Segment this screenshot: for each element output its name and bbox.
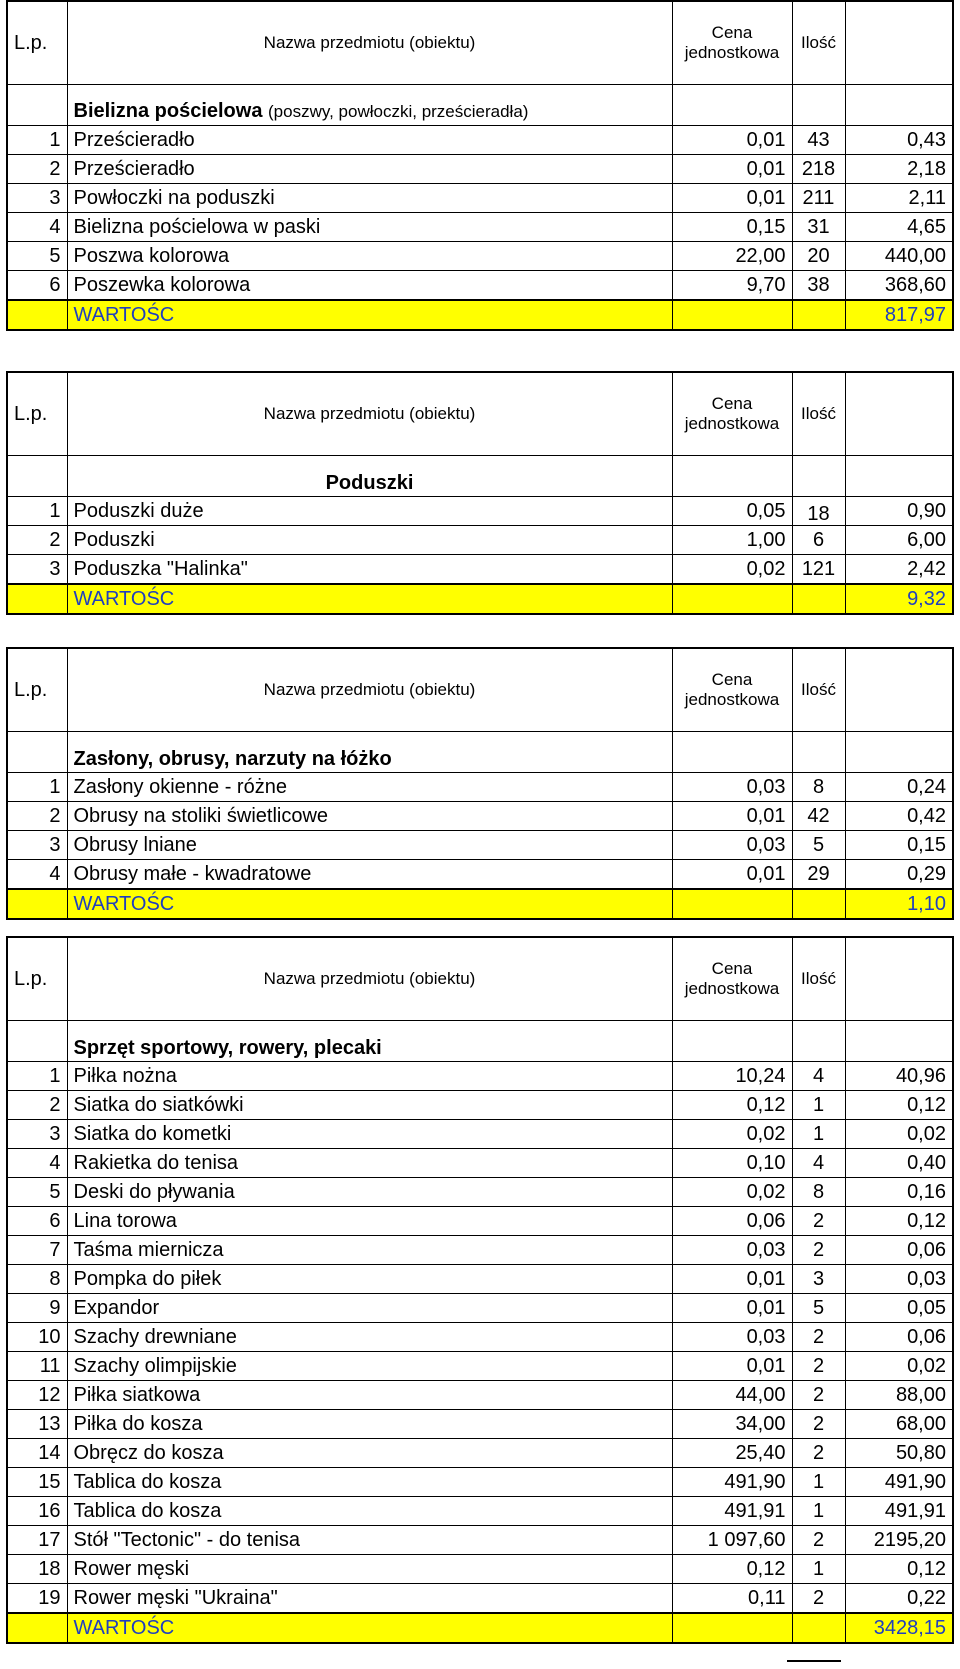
item-lp: 5	[7, 1178, 67, 1207]
inventory-section	[6, 936, 952, 1644]
item-price: 0,11	[672, 1584, 792, 1614]
header-price-line1: Cena	[711, 22, 753, 42]
inventory-section	[6, 0, 952, 331]
item-name: Poszwa kolorowa	[67, 242, 672, 271]
item-qty: 4	[792, 1149, 845, 1178]
item-value: 40,96	[845, 1062, 953, 1091]
item-name: Expandor	[67, 1294, 672, 1323]
section-title	[67, 732, 672, 773]
item-price: 1 097,60	[672, 1526, 792, 1555]
table-row	[7, 242, 953, 271]
item-lp: 14	[7, 1439, 67, 1468]
item-price: 0,02	[672, 555, 792, 585]
item-value: 491,91	[845, 1497, 953, 1526]
item-name: Obrusy lniane	[67, 831, 672, 860]
table-row	[7, 155, 953, 184]
title-value-cell	[845, 1021, 953, 1062]
item-qty: 2	[792, 1381, 845, 1410]
table-row	[7, 1352, 953, 1381]
item-qty: 1	[792, 1555, 845, 1584]
inventory-table	[6, 371, 954, 615]
total-label: WARTOŚC	[67, 300, 672, 330]
item-value: 0,42	[845, 802, 953, 831]
item-value: 0,02	[845, 1120, 953, 1149]
item-name: Rower męski	[67, 1555, 672, 1584]
item-lp: 1	[7, 773, 67, 802]
item-value: 0,40	[845, 1149, 953, 1178]
header-row	[7, 1, 953, 85]
item-qty: 2	[792, 1410, 845, 1439]
item-qty: 2	[792, 1439, 845, 1468]
item-price: 0,15	[672, 213, 792, 242]
header-price	[672, 1, 792, 85]
total-value: 3428,15	[845, 1613, 953, 1643]
table-row	[7, 1149, 953, 1178]
item-qty: 2	[792, 1526, 845, 1555]
item-name: Rower męski "Ukraina"	[67, 1584, 672, 1614]
item-price: 0,10	[672, 1149, 792, 1178]
section-title	[67, 85, 672, 126]
header-price-line1: Cena	[711, 669, 753, 689]
item-qty: 6	[792, 526, 845, 555]
total-row	[7, 889, 953, 919]
total-qty-cell	[792, 584, 845, 614]
item-qty: 5	[792, 1294, 845, 1323]
item-name: Poduszka "Halinka"	[67, 555, 672, 585]
table-row	[7, 773, 953, 802]
item-lp: 10	[7, 1323, 67, 1352]
item-name: Piłka nożna	[67, 1062, 672, 1091]
item-name: Tablica do kosza	[67, 1497, 672, 1526]
item-price: 491,91	[672, 1497, 792, 1526]
item-value: 0,12	[845, 1207, 953, 1236]
item-value: 0,15	[845, 831, 953, 860]
item-value: 0,12	[845, 1091, 953, 1120]
table-row	[7, 1207, 953, 1236]
item-value: 68,00	[845, 1410, 953, 1439]
title-price-cell	[672, 1021, 792, 1062]
item-qty: 2	[792, 1236, 845, 1265]
total-price-cell	[672, 1613, 792, 1643]
item-value: 88,00	[845, 1381, 953, 1410]
header-price-line1: Cena	[711, 393, 753, 413]
item-qty: 2	[792, 1323, 845, 1352]
item-price: 0,02	[672, 1178, 792, 1207]
item-lp: 15	[7, 1468, 67, 1497]
item-name: Bielizna pościelowa w paski	[67, 213, 672, 242]
item-value: 0,03	[845, 1265, 953, 1294]
total-label: WARTOŚC	[67, 889, 672, 919]
item-lp: 3	[7, 831, 67, 860]
item-qty: 5	[792, 831, 845, 860]
item-value: 0,12	[845, 1555, 953, 1584]
item-value: 0,90	[845, 497, 953, 526]
header-name: Nazwa przedmiotu (obiektu)	[67, 648, 672, 732]
item-qty: 1	[792, 1091, 845, 1120]
item-value: 2,42	[845, 555, 953, 585]
title-value-cell	[845, 456, 953, 497]
total-price-cell	[672, 300, 792, 330]
item-price: 22,00	[672, 242, 792, 271]
item-value: 0,06	[845, 1323, 953, 1352]
table-row	[7, 1410, 953, 1439]
total-price-cell	[672, 889, 792, 919]
item-lp: 2	[7, 155, 67, 184]
header-name: Nazwa przedmiotu (obiektu)	[67, 937, 672, 1021]
item-name: Poszewka kolorowa	[67, 271, 672, 301]
table-row	[7, 1468, 953, 1497]
table-row	[7, 1381, 953, 1410]
total-lp-cell	[7, 300, 67, 330]
table-row	[7, 126, 953, 155]
item-name: Siatka do siatkówki	[67, 1091, 672, 1120]
item-name: Piłka siatkowa	[67, 1381, 672, 1410]
item-lp: 6	[7, 1207, 67, 1236]
title-lp-cell	[7, 456, 67, 497]
item-name: Rakietka do tenisa	[67, 1149, 672, 1178]
header-price-line2: jednostkowa	[684, 690, 780, 709]
item-value: 0,43	[845, 126, 953, 155]
item-value: 440,00	[845, 242, 953, 271]
item-value: 491,90	[845, 1468, 953, 1497]
item-name: Zasłony okienne - różne	[67, 773, 672, 802]
item-price: 44,00	[672, 1381, 792, 1410]
item-value: 4,65	[845, 213, 953, 242]
item-name: Powłoczki na poduszki	[67, 184, 672, 213]
item-lp: 11	[7, 1352, 67, 1381]
item-name: Poduszki duże	[67, 497, 672, 526]
item-lp: 6	[7, 271, 67, 301]
total-lp-cell	[7, 1613, 67, 1643]
header-price	[672, 372, 792, 456]
header-row	[7, 372, 953, 456]
title-qty-cell	[792, 85, 845, 126]
total-row	[7, 1613, 953, 1643]
footer-rule	[787, 1660, 841, 1662]
item-price: 491,90	[672, 1468, 792, 1497]
item-price: 0,12	[672, 1091, 792, 1120]
header-qty: Ilość	[792, 372, 845, 456]
header-row	[7, 937, 953, 1021]
item-value: 2,18	[845, 155, 953, 184]
header-value	[845, 648, 953, 732]
item-price: 0,01	[672, 1294, 792, 1323]
item-qty: 8	[792, 773, 845, 802]
title-qty-cell	[792, 456, 845, 497]
header-row	[7, 648, 953, 732]
section-title-text: Zasłony, obrusy, narzuty na łóżko	[73, 748, 392, 770]
table-row	[7, 1526, 953, 1555]
title-lp-cell	[7, 732, 67, 773]
item-lp: 16	[7, 1497, 67, 1526]
item-qty: 4	[792, 1062, 845, 1091]
item-value: 6,00	[845, 526, 953, 555]
title-value-cell	[845, 732, 953, 773]
item-value: 0,29	[845, 860, 953, 890]
header-qty: Ilość	[792, 1, 845, 85]
item-price: 0,03	[672, 773, 792, 802]
item-price: 0,03	[672, 831, 792, 860]
section-title-text: Bielizna pościelowa	[73, 100, 263, 122]
item-lp: 3	[7, 1120, 67, 1149]
item-lp: 1	[7, 1062, 67, 1091]
title-price-cell	[672, 85, 792, 126]
total-qty-cell	[792, 300, 845, 330]
table-row	[7, 497, 953, 526]
item-name: Prześcieradło	[67, 126, 672, 155]
item-qty: 18	[792, 497, 845, 526]
table-row	[7, 213, 953, 242]
item-lp: 17	[7, 1526, 67, 1555]
title-price-cell	[672, 456, 792, 497]
item-value: 0,22	[845, 1584, 953, 1614]
item-price: 0,01	[672, 1352, 792, 1381]
header-price-line1: Cena	[711, 958, 753, 978]
item-name: Obrusy małe - kwadratowe	[67, 860, 672, 890]
item-value: 368,60	[845, 271, 953, 301]
item-price: 0,06	[672, 1207, 792, 1236]
total-label: WARTOŚC	[67, 1613, 672, 1643]
item-lp: 2	[7, 1091, 67, 1120]
item-name: Deski do pływania	[67, 1178, 672, 1207]
item-lp: 4	[7, 860, 67, 890]
item-qty: 121	[792, 555, 845, 585]
item-price: 0,01	[672, 155, 792, 184]
header-lp: L.p.	[7, 372, 67, 456]
total-value: 817,97	[845, 300, 953, 330]
table-row	[7, 526, 953, 555]
item-value: 50,80	[845, 1439, 953, 1468]
table-row	[7, 1584, 953, 1614]
item-lp: 4	[7, 1149, 67, 1178]
item-price: 25,40	[672, 1439, 792, 1468]
item-name: Poduszki	[67, 526, 672, 555]
table-row	[7, 271, 953, 301]
item-lp: 3	[7, 555, 67, 585]
item-value: 0,06	[845, 1236, 953, 1265]
table-row	[7, 1062, 953, 1091]
table-row	[7, 1555, 953, 1584]
section-subtitle: (poszwy, powłoczki, prześcieradła)	[268, 102, 529, 121]
item-qty: 31	[792, 213, 845, 242]
item-price: 1,00	[672, 526, 792, 555]
item-price: 0,05	[672, 497, 792, 526]
total-row	[7, 300, 953, 330]
section-title	[67, 1021, 672, 1062]
table-row	[7, 1236, 953, 1265]
item-qty: 218	[792, 155, 845, 184]
section-title-text: Poduszki	[325, 472, 414, 494]
section-title-row	[7, 1021, 953, 1062]
item-lp: 2	[7, 802, 67, 831]
title-lp-cell	[7, 85, 67, 126]
item-price: 0,01	[672, 1265, 792, 1294]
total-lp-cell	[7, 584, 67, 614]
item-lp: 3	[7, 184, 67, 213]
table-row	[7, 1091, 953, 1120]
item-qty: 1	[792, 1468, 845, 1497]
item-qty: 42	[792, 802, 845, 831]
title-qty-cell	[792, 732, 845, 773]
header-value	[845, 372, 953, 456]
table-row	[7, 1178, 953, 1207]
item-price: 0,03	[672, 1236, 792, 1265]
item-name: Stół "Tectonic" - do tenisa	[67, 1526, 672, 1555]
item-price: 9,70	[672, 271, 792, 301]
item-lp: 4	[7, 213, 67, 242]
section-title-row	[7, 456, 953, 497]
header-price-line2: jednostkowa	[684, 414, 780, 433]
table-row	[7, 831, 953, 860]
item-name: Prześcieradło	[67, 155, 672, 184]
item-qty: 43	[792, 126, 845, 155]
item-name: Szachy olimpijskie	[67, 1352, 672, 1381]
section-title-row	[7, 85, 953, 126]
item-qty: 211	[792, 184, 845, 213]
item-name: Piłka do kosza	[67, 1410, 672, 1439]
table-row	[7, 1120, 953, 1149]
item-value: 0,05	[845, 1294, 953, 1323]
item-qty: 20	[792, 242, 845, 271]
total-value: 1,10	[845, 889, 953, 919]
title-lp-cell	[7, 1021, 67, 1062]
title-price-cell	[672, 732, 792, 773]
item-lp: 5	[7, 242, 67, 271]
total-lp-cell	[7, 889, 67, 919]
item-price: 0,12	[672, 1555, 792, 1584]
total-value: 9,32	[845, 584, 953, 614]
table-row	[7, 555, 953, 585]
item-price: 10,24	[672, 1062, 792, 1091]
item-lp: 13	[7, 1410, 67, 1439]
item-lp: 9	[7, 1294, 67, 1323]
item-name: Obrusy na stoliki świetlicowe	[67, 802, 672, 831]
item-qty: 2	[792, 1207, 845, 1236]
item-value: 2,11	[845, 184, 953, 213]
item-name: Pompka do piłek	[67, 1265, 672, 1294]
item-price: 0,02	[672, 1120, 792, 1149]
header-value	[845, 1, 953, 85]
item-price: 0,01	[672, 184, 792, 213]
header-qty: Ilość	[792, 937, 845, 1021]
item-name: Tablica do kosza	[67, 1468, 672, 1497]
item-qty: 29	[792, 860, 845, 890]
inventory-section	[6, 647, 952, 920]
total-qty-cell	[792, 889, 845, 919]
item-lp: 7	[7, 1236, 67, 1265]
item-qty: 2	[792, 1584, 845, 1614]
item-price: 0,03	[672, 1323, 792, 1352]
item-value: 0,02	[845, 1352, 953, 1381]
item-price: 0,01	[672, 126, 792, 155]
table-row	[7, 860, 953, 890]
section-title-row	[7, 732, 953, 773]
header-qty: Ilość	[792, 648, 845, 732]
item-lp: 2	[7, 526, 67, 555]
table-row	[7, 1265, 953, 1294]
header-name: Nazwa przedmiotu (obiektu)	[67, 1, 672, 85]
item-qty: 1	[792, 1120, 845, 1149]
item-lp: 1	[7, 126, 67, 155]
item-price: 0,01	[672, 860, 792, 890]
header-lp: L.p.	[7, 937, 67, 1021]
table-row	[7, 1439, 953, 1468]
total-qty-cell	[792, 1613, 845, 1643]
inventory-table	[6, 647, 954, 920]
item-qty: 2	[792, 1352, 845, 1381]
item-lp: 18	[7, 1555, 67, 1584]
title-value-cell	[845, 85, 953, 126]
total-label: WARTOŚC	[67, 584, 672, 614]
table-row	[7, 1294, 953, 1323]
header-price-line2: jednostkowa	[684, 979, 780, 998]
item-value: 0,16	[845, 1178, 953, 1207]
item-qty: 8	[792, 1178, 845, 1207]
table-row	[7, 1497, 953, 1526]
table-row	[7, 802, 953, 831]
item-qty: 1	[792, 1497, 845, 1526]
header-price-line2: jednostkowa	[684, 43, 780, 62]
total-price-cell	[672, 584, 792, 614]
header-name: Nazwa przedmiotu (obiektu)	[67, 372, 672, 456]
header-lp: L.p.	[7, 1, 67, 85]
item-lp: 19	[7, 1584, 67, 1614]
inventory-section	[6, 371, 952, 615]
header-lp: L.p.	[7, 648, 67, 732]
item-value: 2195,20	[845, 1526, 953, 1555]
item-qty: 3	[792, 1265, 845, 1294]
item-name: Lina torowa	[67, 1207, 672, 1236]
item-name: Szachy drewniane	[67, 1323, 672, 1352]
item-name: Obręcz do kosza	[67, 1439, 672, 1468]
inventory-table	[6, 0, 954, 331]
table-row	[7, 184, 953, 213]
item-qty: 38	[792, 271, 845, 301]
item-lp: 12	[7, 1381, 67, 1410]
item-name: Siatka do kometki	[67, 1120, 672, 1149]
total-row	[7, 584, 953, 614]
item-lp: 8	[7, 1265, 67, 1294]
table-row	[7, 1323, 953, 1352]
item-name: Taśma miernicza	[67, 1236, 672, 1265]
section-title-text: Sprzęt sportowy, rowery, plecaki	[73, 1037, 382, 1059]
item-value: 0,24	[845, 773, 953, 802]
inventory-table	[6, 936, 954, 1644]
header-price	[672, 937, 792, 1021]
header-value	[845, 937, 953, 1021]
item-price: 0,01	[672, 802, 792, 831]
item-price: 34,00	[672, 1410, 792, 1439]
item-lp: 1	[7, 497, 67, 526]
section-title	[67, 456, 672, 497]
title-qty-cell	[792, 1021, 845, 1062]
header-price	[672, 648, 792, 732]
